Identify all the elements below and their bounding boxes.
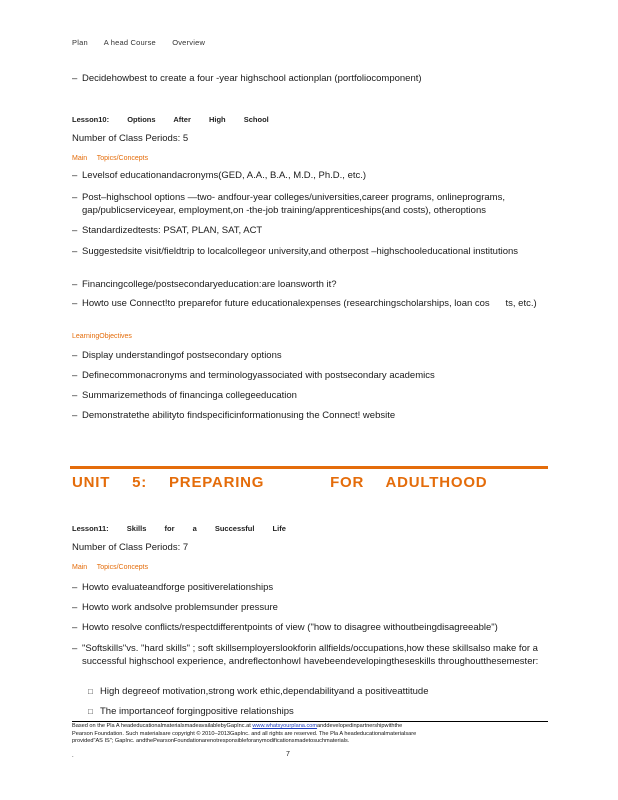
footer-text: anddevelopedinpartnershipwiththe: [317, 723, 403, 729]
list-item: – Howto work andsolve problemsunder pressure: [72, 602, 557, 615]
list-item: – Howto evaluateandforge positiverelationships: [72, 582, 557, 595]
footer-text: Pearson Foundation. Such materialsare copyright © 2010–2013GapInc. and all rights are reserved. The Pla A headeducationalmaterialsare: [72, 730, 417, 737]
header-overview: Overview: [172, 38, 206, 47]
footer-divider: [72, 721, 548, 722]
lesson11-heading: [72, 524, 302, 533]
unit-title: UNIT 5: PREPARING FOR ADULTHOOD: [72, 474, 488, 491]
list-item: – Demonstratethe abilityto findspecificinformationusing the Connect! website: [72, 410, 557, 423]
lesson10-word: After: [173, 115, 191, 124]
lesson11-word: a: [192, 524, 197, 533]
lesson10-main-topics-label: Main Topics/Concepts: [72, 155, 149, 162]
lesson11-main-topics-label: Main Topics/Concepts: [72, 564, 149, 571]
unit-divider: [70, 466, 548, 469]
running-header: [72, 38, 219, 47]
sub-list-item: □ High degreeof motivation,strong work ethic,dependabilityand a positiveattitude: [88, 686, 560, 699]
lesson10-word: School: [243, 115, 269, 124]
footer-text: provided"AS IS"; GapInc. andthePearsonFoundationarenotresponsibleforanymodificationsmadetosuchmaterials.: [72, 738, 350, 744]
list-item: – Standardizedtests: PSAT, PLAN, SAT, ACT: [72, 225, 557, 238]
list-item: – Definecommonacronyms and terminologyassociated with postsecondary academics: [72, 370, 557, 383]
footer-notice: [72, 723, 548, 746]
lesson11-word: for: [164, 524, 175, 533]
list-item: – Display understandingof postsecondary options: [72, 350, 557, 363]
footer-text: Based on the Pla A headeducationalmaterialsmadeavailablebyGapInc.at: [72, 723, 251, 729]
list-item: – "Softskills"vs. "hard skills" ; soft skillsemployerslookforin allfields/occupations,how these skillsalso make for a successful highschool experience, andreflectonhowI havebeendevelopingtheseskills throughoutthesemester:: [72, 643, 557, 668]
lesson11-word: Life: [272, 524, 286, 533]
list-item: – Levelsof educationandacronyms(GED, A.A., B.A., M.D., Ph.D., etc.): [72, 170, 557, 183]
list-item: – Post–highschool options —two- andfour-year colleges/universities,career programs, onlineprograms, gap/publicserviceyear, employment,on -the-job training/apprenticeships(and costs), otheroptions: [72, 192, 557, 217]
list-item: – Howto resolve conflicts/respectdifferentpoints of view ("how to disagree withoutbeingdisagreeable"): [72, 622, 557, 635]
lesson10-periods: Number of Class Periods: 5: [72, 133, 189, 144]
lesson11-periods: Number of Class Periods: 7: [72, 542, 189, 553]
list-item: – Suggestedsite visit/fieldtrip to localcollegeor university,and otherpost –highschooleducational institutions: [72, 246, 557, 259]
lesson11-word: Skills: [126, 524, 147, 533]
sub-list-item: □ The importanceof forgingpositive relationships: [88, 706, 560, 719]
list-item: – Howto use Connect!to preparefor future educationalexpenses (researchingscholarships, loan cos ts, etc.): [72, 298, 557, 311]
header-plan: Plan: [72, 38, 88, 47]
lesson10-word: High: [208, 115, 226, 124]
list-item: – Financingcollege/postsecondaryeducation:are loansworth it?: [72, 279, 557, 292]
footer-dot: .: [72, 753, 74, 759]
lesson10-word: Options: [127, 115, 156, 124]
footer-link[interactable]: www.whatsyourplana.com: [252, 723, 318, 729]
lesson10-number: Lesson10:: [72, 115, 110, 124]
lesson11-word: Successful: [214, 524, 255, 533]
list-item: – Summarizemethods of financinga collegeeducation: [72, 390, 557, 403]
header-ahead: A head Course: [103, 38, 156, 47]
lesson11-number: Lesson11:: [72, 524, 109, 533]
page-number: 7: [286, 751, 290, 758]
lesson10-heading: [72, 115, 285, 124]
learning-objectives-label: LearningObjectives: [72, 333, 132, 340]
top-bullet: – Decidehowbest to create a four -year highschool actionplan (portfoliocomponent): [72, 73, 557, 86]
